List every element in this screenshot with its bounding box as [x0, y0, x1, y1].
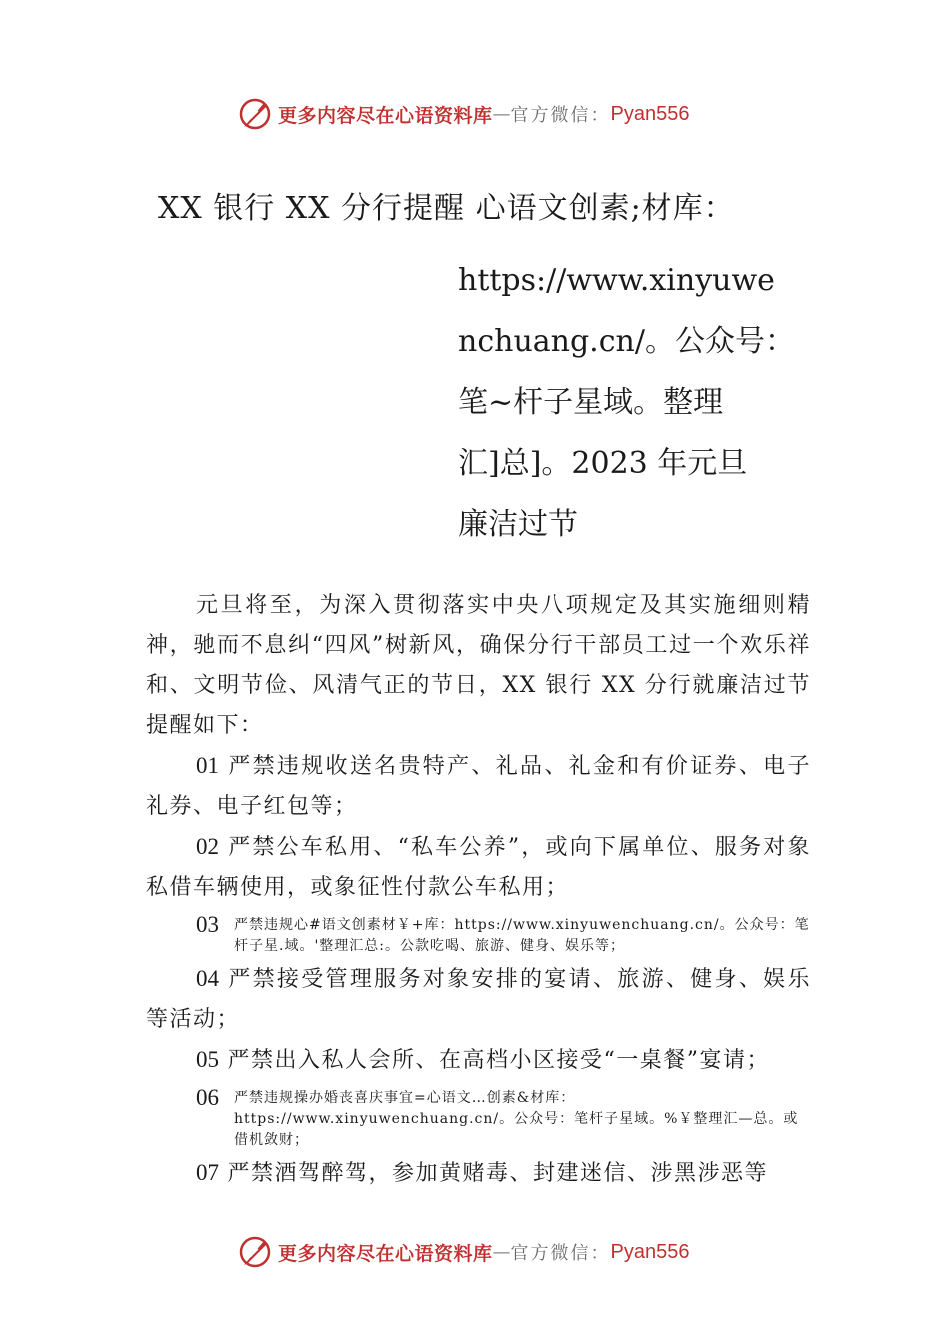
banner-separator: — [492, 1241, 511, 1263]
title-line: 笔~杆子星域。整理 [458, 385, 724, 420]
intro-paragraph: 元旦将至，为深入贯彻落实中央八项规定及其实施细则精神，驰而不息纠“四风”树新风，确保分行干部员工过一个欢乐祥和、文明节俭、风清气正的节日，XX 银行 XX 分行就廉洁过节提醒如下： [146, 593, 811, 738]
item-text: 严禁违规操办婚丧喜庆事宜=心语文…创素&材库：https://www.xinyuwenchuang.cn/。公众号：笔杆子星域。%￥整理汇—总。或借机敛财； [234, 1090, 799, 1148]
header-banner [238, 96, 758, 132]
item-number: 07 [196, 1160, 219, 1185]
banner-wechat-label: 官方微信： [510, 105, 611, 126]
item-number: 02 [196, 834, 219, 859]
banner-text: 更多内容尽在心语资料库 [278, 104, 493, 127]
list-item [146, 959, 811, 1040]
title-line: https://www.xinyuwe [458, 263, 775, 298]
item-text: 严禁公车私用、“私车公养”，或向下属单位、服务对象私借车辆使用，或象征性付款公车私用； [146, 835, 811, 900]
item-text: 严禁出入私人会所、在高档小区接受“一桌餐”宴请； [227, 1048, 770, 1073]
item-number: 05 [196, 1047, 219, 1072]
item-number: 06 [196, 1085, 219, 1110]
document-body [146, 586, 811, 1194]
item-number: 03 [196, 912, 219, 937]
banner-wechat-label: 官方微信： [510, 1243, 611, 1264]
item-number: 04 [196, 966, 219, 991]
banner-wechat-id: Pyan556 [610, 1240, 690, 1263]
banner-text: 更多内容尽在心语资料库 [278, 1242, 493, 1265]
title-line: 汇]总]。2023 年元旦 [458, 446, 748, 481]
list-item [146, 910, 811, 957]
item-text: 严禁酒驾醉驾，参加黄赌毒、封建迷信、涉黑涉恶等 [227, 1161, 769, 1186]
item-text: 严禁违规收送名贵特产、礼品、礼金和有价证券、电子礼券、电子红包等； [146, 754, 811, 819]
banner-wechat-id: Pyan556 [610, 102, 690, 125]
list-item [146, 1040, 811, 1081]
document-title: XX 银行 XX 分行提醒 心语文创素;材库： [158, 191, 735, 226]
title-line: nchuang.cn/。公众号： [458, 324, 795, 359]
quill-logo-icon [238, 1235, 272, 1269]
list-item [146, 1083, 811, 1151]
title-line: 廉洁过节 [458, 507, 578, 542]
list-item [146, 827, 811, 908]
document-title-continuation [458, 250, 818, 555]
banner-separator: — [492, 103, 511, 125]
list-item [146, 746, 811, 827]
quill-logo-icon [238, 97, 272, 131]
item-text: 严禁违规心#语文创素材￥+库：https://www.xinyuwenchuang.cn/。公众号：笔杆子星.域。'整理汇总:。公款吃喝、旅游、健身、娱乐等； [234, 917, 810, 954]
list-item [146, 1153, 811, 1194]
item-text: 严禁接受管理服务对象安排的宴请、旅游、健身、娱乐等活动； [146, 967, 811, 1032]
footer-banner [238, 1234, 758, 1270]
item-number: 01 [196, 753, 219, 778]
